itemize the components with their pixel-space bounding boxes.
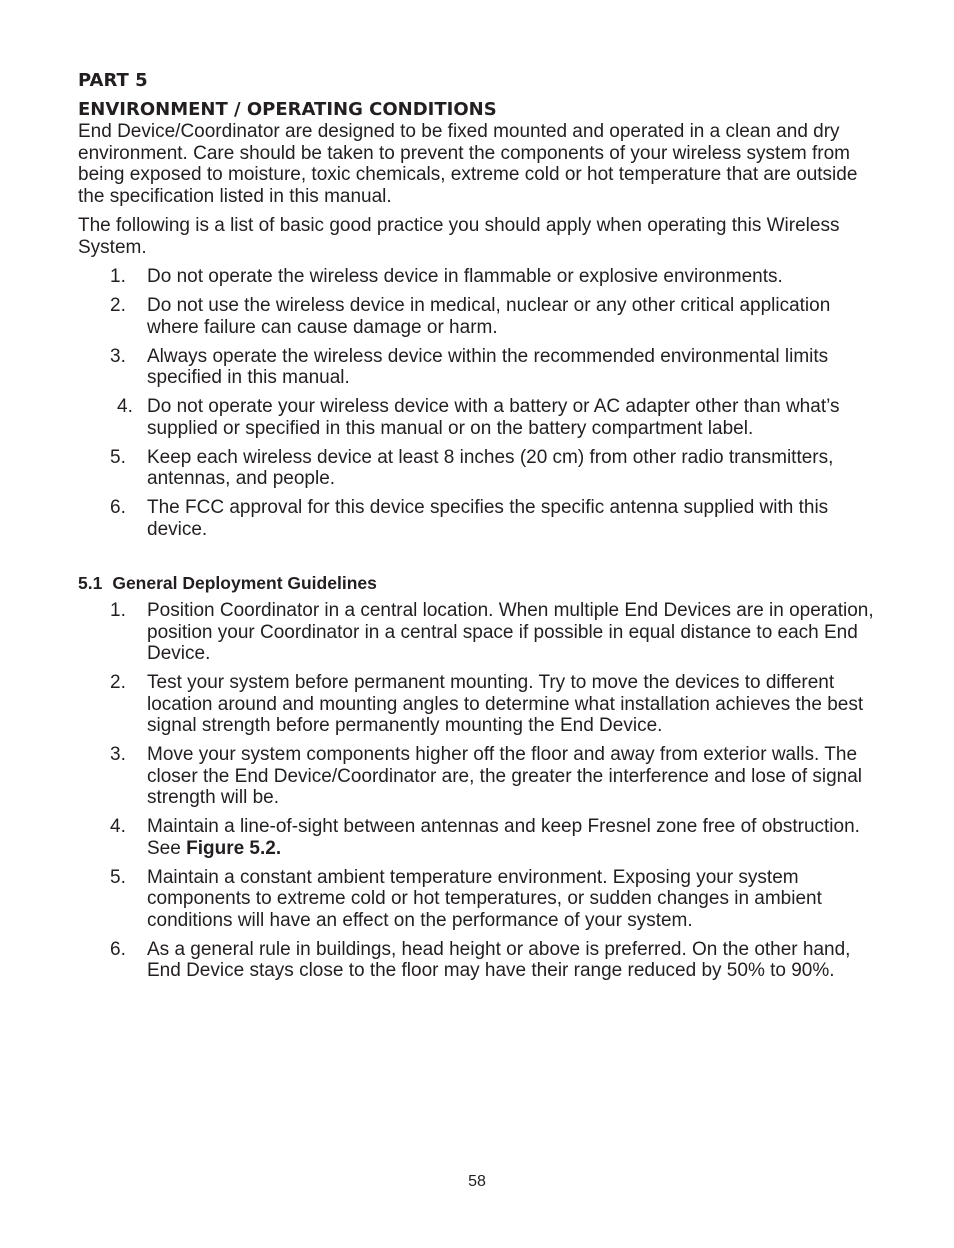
guidelines-list	[78, 600, 886, 982]
list-item-number: 5.	[110, 446, 126, 468]
list-item	[78, 396, 886, 439]
list-item	[78, 867, 886, 932]
list-item	[78, 447, 886, 490]
subsection-heading	[78, 572, 886, 594]
list-item-text: Position Coordinator in a central location. When multiple End Devices are in operation, position your Coordinator in a central space if possible in equal distance to each End Device.	[147, 600, 874, 664]
list-item-number: 1.	[110, 600, 126, 621]
intro-paragraph: The following is a list of basic good practice you should apply when operating this Wireless System.	[78, 215, 840, 258]
list-item-number: 2.	[110, 295, 126, 316]
subsection-number: 5.1	[78, 573, 103, 593]
list-item-text: Do not operate your wireless device with a battery or AC adapter other than what’s supplied or specified in this manual or on the battery compartment label.	[147, 396, 840, 439]
list-item-number: 4.	[117, 396, 133, 417]
list-item-number: 3.	[110, 744, 126, 765]
part-label: PART 5	[78, 70, 148, 91]
practice-list	[78, 266, 886, 540]
list-item-text: As a general rule in buildings, head height or above is preferred. On the other hand, End Device stays close to the floor may have their range reduced by 50% to 90%.	[147, 938, 851, 981]
list-item-text: Maintain a line-of-sight between antennas and keep Fresnel zone free of obstruction. See	[147, 816, 860, 859]
section-title: ENVIRONMENT / OPERATING CONDITIONS	[78, 99, 497, 120]
list-item	[78, 295, 886, 338]
list-item-number: 1.	[110, 266, 126, 287]
list-item-text: Move your system components higher off the floor and away from exterior walls. The closer the End Device/Coordinator are, the greater the interference and lose of signal strength will be.	[147, 744, 863, 808]
list-item	[78, 266, 886, 288]
list-item-number: 6.	[110, 497, 126, 518]
list-item-text: Do not operate the wireless device in flammable or explosive environments.	[147, 266, 783, 287]
list-item-number: 2.	[110, 672, 126, 693]
list-item-text: Always operate the wireless device within the recommended environmental limits specified in this manual.	[147, 345, 829, 388]
list-item-text: Keep each wireless device at least 8 inches (20 cm) from other radio transmitters, antennas, and people.	[147, 446, 834, 489]
list-item	[78, 600, 886, 665]
figure-reference: Figure 5.2.	[186, 837, 282, 859]
list-item	[78, 744, 886, 809]
list-item-number: 4.	[110, 816, 126, 837]
list-item-text: The FCC approval for this device specifies the specific antenna supplied with this device.	[147, 497, 829, 540]
subsection-title: General Deployment Guidelines	[112, 573, 377, 593]
list-item-text: Maintain a constant ambient temperature environment. Exposing your system components to extreme cold or hot temperatures, or sudden changes in ambient conditions will have an effect on the performance of your system.	[147, 866, 822, 931]
page-number: 58	[468, 1173, 486, 1190]
list-item-text: Do not use the wireless device in medical, nuclear or any other critical application where failure can cause damage or harm.	[147, 295, 831, 338]
list-item	[78, 346, 886, 389]
list-item-text: Test your system before permanent mounting. Try to move the devices to different location around and mounting angles to determine what installation achieves the best signal strength before permanently mounting the End Device.	[147, 672, 864, 736]
intro-paragraph: End Device/Coordinator are designed to be fixed mounted and operated in a clean and dry environment. Care should be taken to prevent the components of your wireless system from being exposed to moisture, toxic chemicals, extreme cold or hot temperature that are outside the specification listed in this manual.	[78, 121, 858, 207]
list-item	[78, 497, 886, 540]
list-item-number: 3.	[110, 345, 126, 367]
list-item	[78, 816, 886, 859]
list-item	[78, 939, 886, 982]
list-item	[78, 672, 886, 737]
list-item-number: 5.	[110, 866, 126, 888]
page-content	[78, 70, 886, 989]
list-item-number: 6.	[110, 938, 126, 960]
